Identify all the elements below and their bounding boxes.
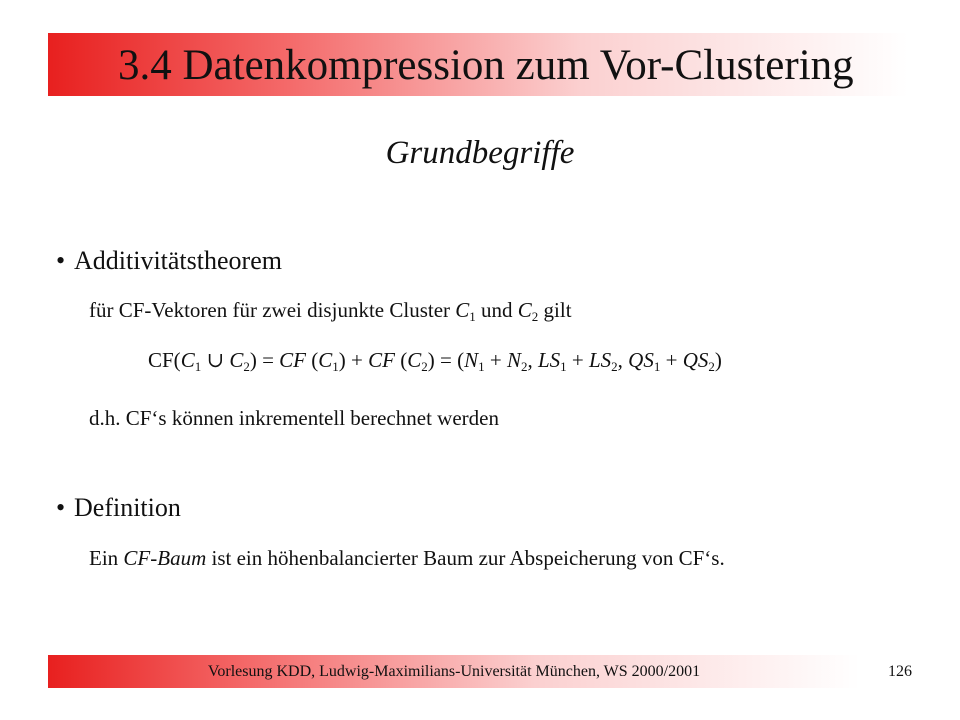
definition-text: Ein CF-Baum ist ein höhenbalancierter Baum zur Abspeicherung von CF‘s. bbox=[89, 546, 725, 570]
theorem-conclusion: d.h. CF‘s können inkrementell berechnet werden bbox=[89, 406, 499, 430]
slide-title: 3.4 Datenkompression zum Vor-Clustering bbox=[118, 42, 854, 89]
page-number: 126 bbox=[888, 663, 912, 680]
theorem-intro: für CF-Vektoren für zwei disjunkte Cluster $C_1$ und $C_2$ gilt bbox=[89, 298, 572, 324]
footer-text: Vorlesung KDD, Ludwig-Maximilians-Universität München, WS 2000/2001 bbox=[207, 663, 701, 680]
bullet-dot: • bbox=[56, 246, 66, 275]
bullet-additivity bbox=[56, 245, 282, 277]
bullet-dot: • bbox=[56, 493, 66, 522]
theorem-formula: $CF(C_1$ ∪ $C_2$) = CF $(C_1)$ + CF $(C_2) = (N_1 + N_2$, $LS_1 + LS_2$, $QS_1 + QS_2$) bbox=[148, 348, 722, 374]
slide-subtitle: Grundbegriffe bbox=[385, 135, 575, 171]
bullet-label: Definition bbox=[74, 493, 181, 522]
bullet-label: Additivitätstheorem bbox=[74, 246, 282, 275]
bullet-definition bbox=[56, 492, 181, 524]
